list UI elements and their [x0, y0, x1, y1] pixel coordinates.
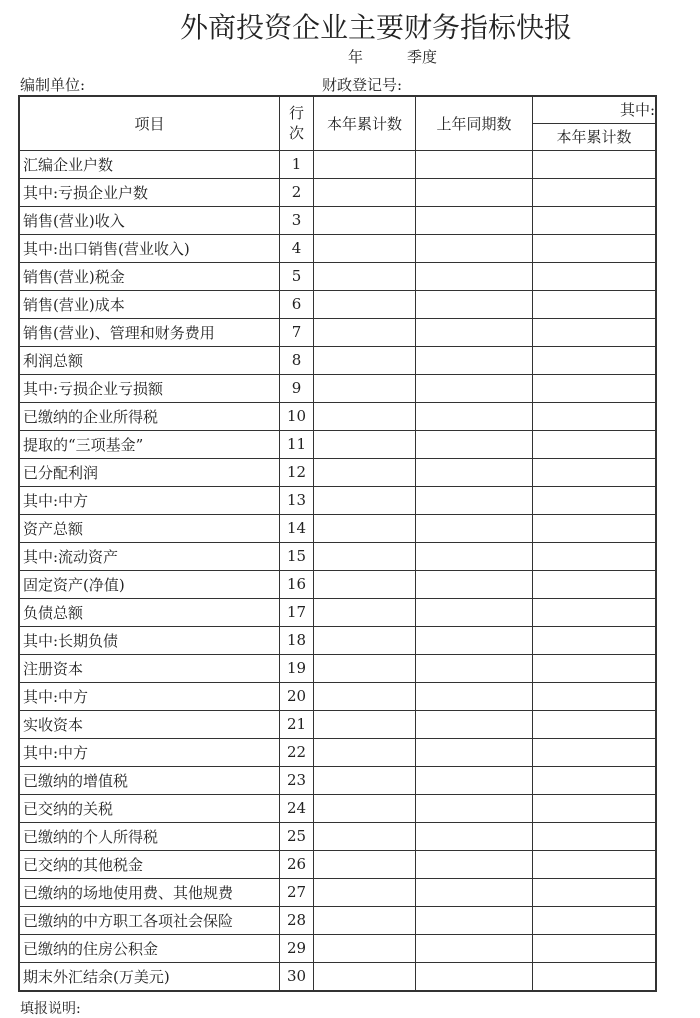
row-item: 已分配利润: [19, 458, 280, 486]
row-number: 2: [280, 178, 314, 206]
cell-last-year[interactable]: [416, 654, 533, 682]
cell-current[interactable]: [314, 486, 416, 514]
year-label: 年: [348, 48, 364, 66]
cell-last-year[interactable]: [416, 206, 533, 234]
cell-of-which-current[interactable]: [533, 262, 657, 290]
table-row: [19, 934, 656, 962]
cell-of-which-current[interactable]: [533, 654, 657, 682]
cell-current[interactable]: [314, 178, 416, 206]
cell-last-year[interactable]: [416, 234, 533, 262]
page-title: 外商投资企业主要财务指标快报: [180, 11, 573, 44]
row-item: 利润总额: [19, 346, 280, 374]
cell-last-year[interactable]: [416, 486, 533, 514]
cell-of-which-current[interactable]: [533, 570, 657, 598]
cell-of-which-current[interactable]: [533, 738, 657, 766]
cell-of-which-current[interactable]: [533, 402, 657, 430]
cell-of-which-current[interactable]: [533, 150, 657, 178]
cell-current[interactable]: [314, 402, 416, 430]
cell-of-which-current[interactable]: [533, 542, 657, 570]
row-number: 13: [280, 486, 314, 514]
table-row: [19, 234, 656, 262]
row-number: 10: [280, 402, 314, 430]
row-item: 汇编企业户数: [19, 150, 280, 178]
table-row: [19, 598, 656, 626]
cell-of-which-current[interactable]: [533, 318, 657, 346]
cell-current[interactable]: [314, 850, 416, 878]
cell-current[interactable]: [314, 906, 416, 934]
cell-current[interactable]: [314, 458, 416, 486]
row-number: 15: [280, 542, 314, 570]
row-number: 30: [280, 962, 314, 991]
row-item: 已交纳的其他税金: [19, 850, 280, 878]
row-item: 其中:中方: [19, 682, 280, 710]
row-item: 已缴纳的中方职工各项社会保险: [19, 906, 280, 934]
row-number: 25: [280, 822, 314, 850]
row-item: 提取的“三项基金”: [19, 430, 280, 458]
table-row: [19, 430, 656, 458]
cell-of-which-current[interactable]: [533, 458, 657, 486]
cell-last-year[interactable]: [416, 626, 533, 654]
cell-of-which-current[interactable]: [533, 626, 657, 654]
cell-current[interactable]: [314, 878, 416, 906]
cell-of-which-current[interactable]: [533, 430, 657, 458]
row-number: 5: [280, 262, 314, 290]
cell-current[interactable]: [314, 234, 416, 262]
cell-last-year[interactable]: [416, 318, 533, 346]
row-number: 17: [280, 598, 314, 626]
table-row: [19, 206, 656, 234]
table-row: [19, 542, 656, 570]
cell-current[interactable]: [314, 710, 416, 738]
cell-of-which-current[interactable]: [533, 290, 657, 318]
row-item: 已交纳的关税: [19, 794, 280, 822]
row-number: 21: [280, 710, 314, 738]
row-number: 22: [280, 738, 314, 766]
row-item: 销售(营业)收入: [19, 206, 280, 234]
row-number: 14: [280, 514, 314, 542]
row-number: 29: [280, 934, 314, 962]
cell-current[interactable]: [314, 626, 416, 654]
cell-last-year[interactable]: [416, 794, 533, 822]
table-row: [19, 178, 656, 206]
row-item: 负债总额: [19, 598, 280, 626]
row-item: 其中:中方: [19, 738, 280, 766]
quarter-label: 季度: [407, 48, 438, 66]
row-number: 3: [280, 206, 314, 234]
row-item: 其中:亏损企业户数: [19, 178, 280, 206]
header-last-year: 上年同期数: [416, 96, 533, 150]
cell-last-year[interactable]: [416, 878, 533, 906]
row-number: 18: [280, 626, 314, 654]
row-item: 销售(营业)成本: [19, 290, 280, 318]
row-item: 资产总额: [19, 514, 280, 542]
cell-last-year[interactable]: [416, 290, 533, 318]
header-row-no: [280, 96, 314, 150]
cell-last-year[interactable]: [416, 542, 533, 570]
table-row: [19, 570, 656, 598]
row-item: 已缴纳的住房公积金: [19, 934, 280, 962]
cell-current[interactable]: [314, 150, 416, 178]
cell-current[interactable]: [314, 430, 416, 458]
row-number: 23: [280, 766, 314, 794]
cell-last-year[interactable]: [416, 822, 533, 850]
row-item: 其中:亏损企业亏损额: [19, 374, 280, 402]
row-item: 已缴纳的个人所得税: [19, 822, 280, 850]
table-row: [19, 794, 656, 822]
unit-label: 编制单位:: [20, 76, 86, 94]
cell-current[interactable]: [314, 290, 416, 318]
table-row: [19, 514, 656, 542]
cell-last-year[interactable]: [416, 738, 533, 766]
cell-current[interactable]: [314, 822, 416, 850]
cell-of-which-current[interactable]: [533, 850, 657, 878]
table-row: [19, 318, 656, 346]
cell-current[interactable]: [314, 514, 416, 542]
cell-last-year[interactable]: [416, 710, 533, 738]
cell-last-year[interactable]: [416, 150, 533, 178]
row-item: 固定资产(净值): [19, 570, 280, 598]
cell-of-which-current[interactable]: [533, 206, 657, 234]
row-number: 28: [280, 906, 314, 934]
table-row: [19, 486, 656, 514]
cell-of-which-current[interactable]: [533, 962, 657, 991]
cell-last-year[interactable]: [416, 514, 533, 542]
table-row: [19, 262, 656, 290]
cell-last-year[interactable]: [416, 430, 533, 458]
row-item: 期末外汇结余(万美元): [19, 962, 280, 991]
cell-current[interactable]: [314, 374, 416, 402]
cell-last-year[interactable]: [416, 598, 533, 626]
cell-of-which-current[interactable]: [533, 178, 657, 206]
cell-of-which-current[interactable]: [533, 710, 657, 738]
row-item: 销售(营业)税金: [19, 262, 280, 290]
row-item: 其中:长期负债: [19, 626, 280, 654]
cell-of-which-current[interactable]: [533, 766, 657, 794]
row-number: 26: [280, 850, 314, 878]
cell-last-year[interactable]: [416, 934, 533, 962]
table-row: [19, 458, 656, 486]
row-number: 12: [280, 458, 314, 486]
cell-of-which-current[interactable]: [533, 486, 657, 514]
table-row: [19, 822, 656, 850]
financial-table: [18, 95, 657, 992]
cell-current[interactable]: [314, 794, 416, 822]
cell-last-year[interactable]: [416, 766, 533, 794]
cell-current[interactable]: [314, 318, 416, 346]
table-row: [19, 290, 656, 318]
header-current: 本年累计数: [314, 96, 416, 150]
cell-current[interactable]: [314, 206, 416, 234]
row-item: 销售(营业)、管理和财务费用: [19, 318, 280, 346]
cell-last-year[interactable]: [416, 850, 533, 878]
table-row: [19, 626, 656, 654]
cell-of-which-current[interactable]: [533, 234, 657, 262]
table-row: [19, 682, 656, 710]
cell-of-which-current[interactable]: [533, 514, 657, 542]
row-number: 20: [280, 682, 314, 710]
cell-last-year[interactable]: [416, 570, 533, 598]
table-row: [19, 374, 656, 402]
cell-last-year[interactable]: [416, 458, 533, 486]
cell-last-year[interactable]: [416, 374, 533, 402]
table-row: [19, 710, 656, 738]
cell-current[interactable]: [314, 654, 416, 682]
row-item: 其中:出口销售(营业收入): [19, 234, 280, 262]
cell-current[interactable]: [314, 542, 416, 570]
cell-last-year[interactable]: [416, 682, 533, 710]
row-number: 8: [280, 346, 314, 374]
table-row: [19, 150, 656, 178]
cell-last-year[interactable]: [416, 962, 533, 991]
row-number: 11: [280, 430, 314, 458]
cell-last-year[interactable]: [416, 178, 533, 206]
cell-of-which-current[interactable]: [533, 682, 657, 710]
row-item: 已缴纳的企业所得税: [19, 402, 280, 430]
table-row: [19, 962, 656, 991]
table-row: [19, 738, 656, 766]
table-row: [19, 766, 656, 794]
cell-of-which-current[interactable]: [533, 822, 657, 850]
cell-of-which-current[interactable]: [533, 346, 657, 374]
table-row: [19, 906, 656, 934]
row-number: 24: [280, 794, 314, 822]
table-row: [19, 654, 656, 682]
table-row: [19, 346, 656, 374]
cell-current[interactable]: [314, 262, 416, 290]
cell-current[interactable]: [314, 570, 416, 598]
header-of-which: 其中:: [533, 96, 657, 123]
cell-current[interactable]: [314, 962, 416, 991]
cell-current[interactable]: [314, 934, 416, 962]
table-row: [19, 850, 656, 878]
row-number: 4: [280, 234, 314, 262]
row-item: 已缴纳的增值税: [19, 766, 280, 794]
cell-current[interactable]: [314, 682, 416, 710]
row-item: 已缴纳的场地使用费、其他规费: [19, 878, 280, 906]
cell-of-which-current[interactable]: [533, 934, 657, 962]
cell-of-which-current[interactable]: [533, 906, 657, 934]
cell-of-which-current[interactable]: [533, 794, 657, 822]
cell-last-year[interactable]: [416, 262, 533, 290]
table-row: [19, 878, 656, 906]
row-number: 7: [280, 318, 314, 346]
period-line: [348, 46, 481, 67]
cell-last-year[interactable]: [416, 906, 533, 934]
cell-of-which-current[interactable]: [533, 598, 657, 626]
row-item: 其中:中方: [19, 486, 280, 514]
header-of-which-current: 本年累计数: [533, 123, 657, 150]
cell-current[interactable]: [314, 346, 416, 374]
cell-current[interactable]: [314, 766, 416, 794]
registration-label: 财政登记号:: [322, 76, 403, 94]
cell-of-which-current[interactable]: [533, 878, 657, 906]
table-row: [19, 402, 656, 430]
cell-of-which-current[interactable]: [533, 374, 657, 402]
header-row-no-text: 行次: [288, 104, 304, 143]
row-number: 9: [280, 374, 314, 402]
cell-last-year[interactable]: [416, 346, 533, 374]
row-item: 其中:流动资产: [19, 542, 280, 570]
row-number: 27: [280, 878, 314, 906]
row-number: 6: [280, 290, 314, 318]
cell-last-year[interactable]: [416, 402, 533, 430]
row-number: 19: [280, 654, 314, 682]
row-item: 注册资本: [19, 654, 280, 682]
row-number: 16: [280, 570, 314, 598]
note-label: 填报说明:: [20, 1001, 81, 1017]
cell-current[interactable]: [314, 598, 416, 626]
header-item: 项目: [19, 96, 280, 150]
row-item: 实收资本: [19, 710, 280, 738]
row-number: 1: [280, 150, 314, 178]
cell-current[interactable]: [314, 738, 416, 766]
